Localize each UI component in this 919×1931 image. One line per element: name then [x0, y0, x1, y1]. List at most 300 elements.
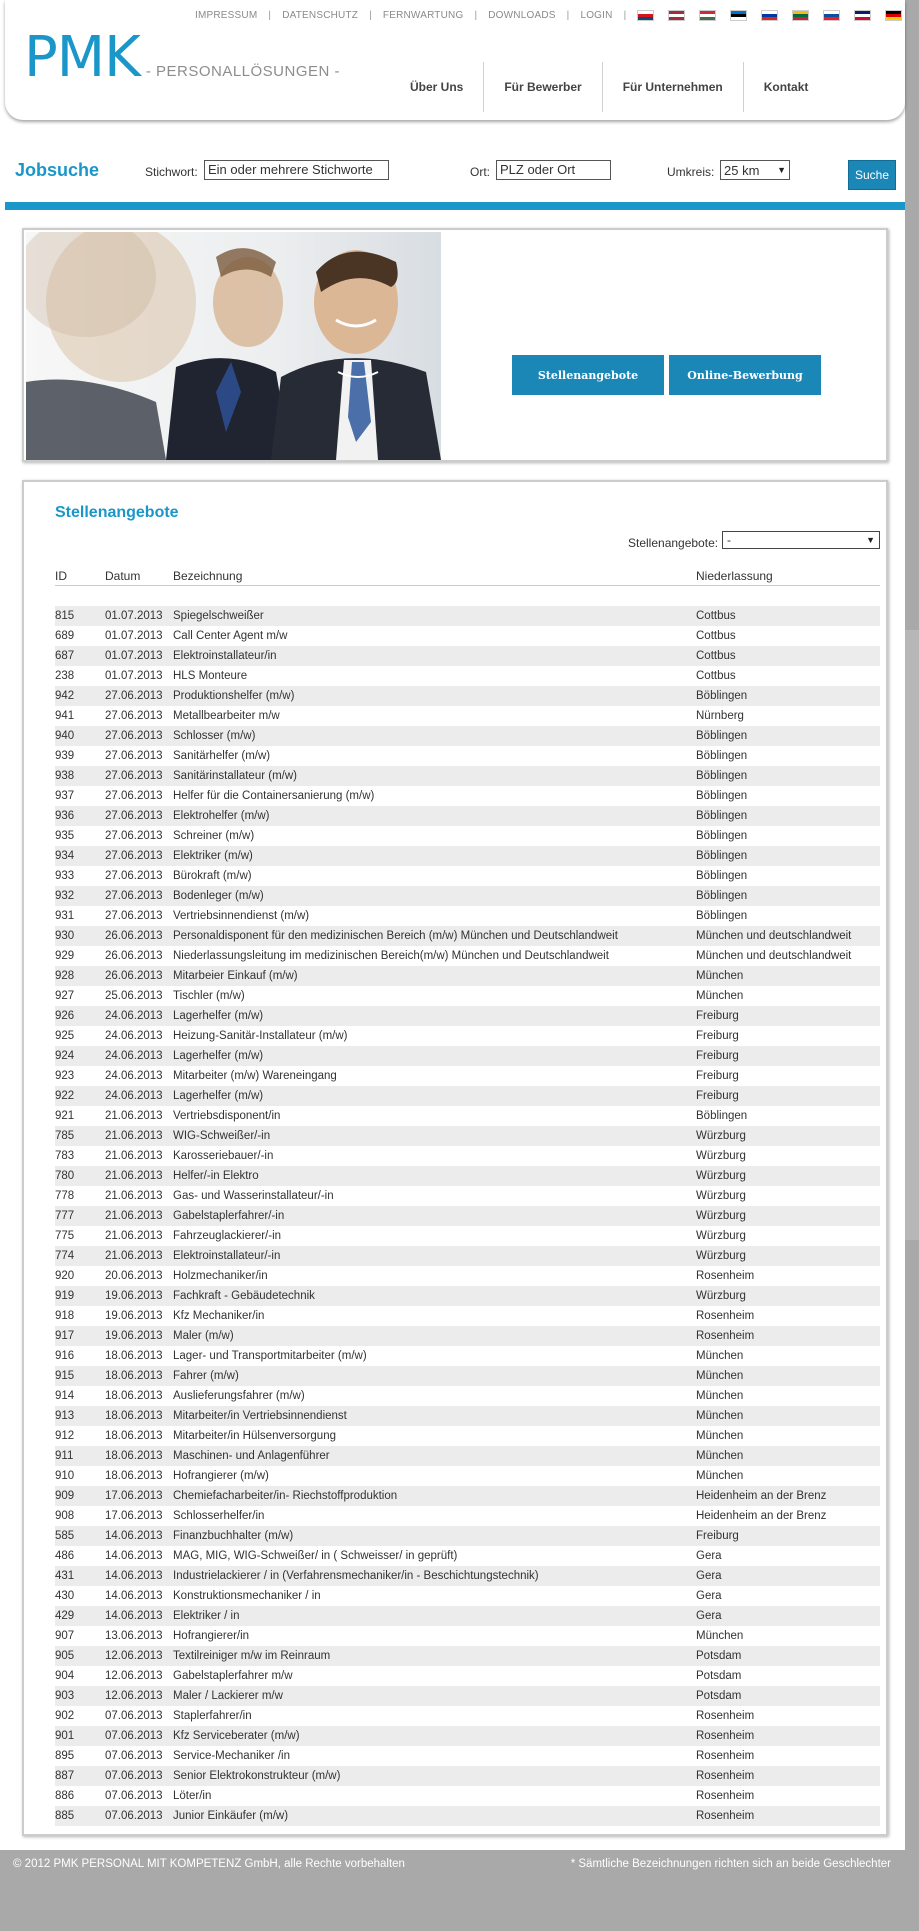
cell-location: München	[696, 1430, 744, 1442]
table-row[interactable]	[55, 746, 880, 766]
cell-date: 14.06.2013	[105, 1530, 163, 1542]
cell-id: 238	[55, 670, 75, 682]
cell-id: 778	[55, 1190, 75, 1202]
cell-desc[interactable]: Holzmechaniker/in	[173, 1270, 268, 1282]
table-row[interactable]	[55, 1546, 880, 1566]
cell-id: 429	[55, 1610, 75, 1622]
cell-desc[interactable]: Elektrohelfer (m/w)	[173, 810, 270, 822]
table-row[interactable]	[55, 886, 880, 906]
cell-id: 940	[55, 730, 75, 742]
cell-desc[interactable]: Gabelstaplerfahrer m/w	[173, 1670, 293, 1682]
table-row[interactable]	[55, 1166, 880, 1186]
table-row[interactable]	[55, 1366, 880, 1386]
cell-id: 938	[55, 770, 75, 782]
table-row[interactable]	[55, 926, 880, 946]
top-navigation	[195, 10, 902, 21]
cell-date: 12.06.2013	[105, 1670, 163, 1682]
cell-date: 21.06.2013	[105, 1210, 163, 1222]
cell-date: 21.06.2013	[105, 1170, 163, 1182]
job-table	[55, 566, 880, 1826]
lithuania-flag-icon[interactable]	[792, 10, 809, 21]
cell-desc[interactable]: Personaldisponent für den medizinischen Bereich (m/w) München und Deutschlandweit	[173, 930, 618, 942]
cell-desc[interactable]: Gas- und Wasserinstallateur/-in	[173, 1190, 334, 1202]
table-row[interactable]	[55, 646, 880, 666]
cell-id: 905	[55, 1650, 75, 1662]
stichwort-input[interactable]: Ein oder mehrere Stichworte	[204, 160, 389, 180]
header-id: ID	[55, 568, 67, 583]
cell-id: 916	[55, 1350, 75, 1362]
table-row[interactable]	[55, 1426, 880, 1446]
cell-desc[interactable]: Auslieferungsfahrer (m/w)	[173, 1390, 305, 1402]
table-row[interactable]	[55, 1586, 880, 1606]
table-row[interactable]	[55, 1526, 880, 1546]
cell-desc[interactable]: Vertriebsdisponent/in	[173, 1110, 281, 1122]
table-row[interactable]	[55, 806, 880, 826]
cell-date: 07.06.2013	[105, 1810, 163, 1822]
cell-location: Potsdam	[696, 1670, 742, 1682]
cell-date: 01.07.2013	[105, 610, 163, 622]
cell-location: München	[696, 970, 744, 982]
table-row[interactable]	[55, 1206, 880, 1226]
cell-desc[interactable]: Niederlassungsleitung im medizinischen Bereich(m/w) München und Deutschlandweit	[173, 950, 609, 962]
table-row[interactable]	[55, 1266, 880, 1286]
table-row[interactable]	[55, 966, 880, 986]
table-row[interactable]	[55, 1386, 880, 1406]
cell-date: 12.06.2013	[105, 1650, 163, 1662]
cell-id: 934	[55, 850, 75, 862]
cell-date: 07.06.2013	[105, 1790, 163, 1802]
table-row[interactable]	[55, 1466, 880, 1486]
cell-location: Würzburg	[696, 1250, 746, 1262]
topnav-fernwartung[interactable]: FERNWARTUNG	[382, 10, 464, 21]
umkreis-label: Umkreis:	[667, 165, 715, 179]
stellenangebote-button[interactable]: Stellenangebote	[512, 355, 664, 395]
table-row[interactable]	[55, 766, 880, 786]
table-header	[55, 566, 880, 586]
cell-id: 774	[55, 1250, 75, 1262]
cell-date: 27.06.2013	[105, 750, 163, 762]
cell-date: 24.06.2013	[105, 1090, 163, 1102]
cell-date: 14.06.2013	[105, 1570, 163, 1582]
cell-desc[interactable]: Bodenleger (m/w)	[173, 890, 264, 902]
cell-id: 931	[55, 910, 75, 922]
cell-desc[interactable]: Lager- und Transportmitarbeiter (m/w)	[173, 1350, 367, 1362]
cell-id: 585	[55, 1530, 75, 1542]
cell-date: 01.07.2013	[105, 630, 163, 642]
cell-date: 07.06.2013	[105, 1750, 163, 1762]
cell-date: 18.06.2013	[105, 1350, 163, 1362]
cell-desc[interactable]: Schreiner (m/w)	[173, 830, 255, 842]
copyright-text: © 2012 PMK PERSONAL MIT KOMPETENZ GmbH, alle Rechte vorbehalten	[13, 1858, 405, 1870]
cell-location: Böblingen	[696, 690, 748, 702]
cell-desc[interactable]: Karosseriebauer/-in	[173, 1150, 274, 1162]
cell-date: 27.06.2013	[105, 910, 163, 922]
search-button[interactable]: Suche	[848, 160, 896, 190]
cell-location: Böblingen	[696, 870, 748, 882]
cell-date: 07.06.2013	[105, 1770, 163, 1782]
cell-location: München	[696, 1390, 744, 1402]
site-header	[5, 0, 905, 120]
table-row[interactable]	[55, 846, 880, 866]
cell-desc[interactable]: Gabelstaplerfahrer/-in	[173, 1210, 285, 1222]
table-row[interactable]	[55, 1086, 880, 1106]
cell-desc[interactable]: Mitarbeiter/in Vertriebsinnendienst	[173, 1410, 347, 1422]
cell-location: Würzburg	[696, 1190, 746, 1202]
cell-location: Böblingen	[696, 910, 748, 922]
table-row[interactable]	[55, 606, 880, 626]
cell-id: 785	[55, 1130, 75, 1142]
cell-id: 430	[55, 1590, 75, 1602]
cell-location: Freiburg	[696, 1070, 739, 1082]
russia-flag-icon[interactable]	[761, 10, 778, 21]
table-row[interactable]	[55, 1786, 880, 1806]
online-bewerbung-button[interactable]: Online-Bewerbung	[669, 355, 821, 395]
cell-date: 27.06.2013	[105, 770, 163, 782]
cell-id: 937	[55, 790, 75, 802]
cell-desc[interactable]: Call Center Agent m/w	[173, 630, 288, 642]
table-row[interactable]	[55, 786, 880, 806]
cell-location: Würzburg	[696, 1130, 746, 1142]
table-row[interactable]	[55, 1006, 880, 1026]
cell-desc[interactable]: Vertriebsinnendienst (m/w)	[173, 910, 310, 922]
cell-id: 942	[55, 690, 75, 702]
cell-desc[interactable]: HLS Monteure	[173, 670, 248, 682]
table-row[interactable]	[55, 1706, 880, 1726]
listing-title: Stellenangebote	[55, 504, 179, 521]
filter-select[interactable]	[722, 531, 880, 549]
cell-date: 21.06.2013	[105, 1250, 163, 1262]
cell-desc[interactable]: Junior Einkäufer (m/w)	[173, 1810, 289, 1822]
cell-date: 21.06.2013	[105, 1110, 163, 1122]
table-row[interactable]	[55, 986, 880, 1006]
cell-location: Böblingen	[696, 770, 748, 782]
cell-location: Cottbus	[696, 650, 736, 662]
cell-desc[interactable]: Sanitärhelfer (m/w)	[173, 750, 271, 762]
cell-desc[interactable]: Mitarbeiter/in Hülsenversorgung	[173, 1430, 336, 1442]
ort-input[interactable]: PLZ oder Ort	[496, 160, 611, 180]
table-row[interactable]	[55, 686, 880, 706]
cell-desc[interactable]: Maler / Lackierer m/w	[173, 1690, 283, 1702]
cell-id: 926	[55, 1010, 75, 1022]
cell-date: 18.06.2013	[105, 1430, 163, 1442]
cell-id: 912	[55, 1430, 75, 1442]
cell-date: 26.06.2013	[105, 950, 163, 962]
slovakia-flag-icon[interactable]	[823, 10, 840, 21]
cell-id: 935	[55, 830, 75, 842]
cell-location: Nürnberg	[696, 710, 744, 722]
cell-desc[interactable]: Metallbearbeiter m/w	[173, 710, 280, 722]
cell-date: 14.06.2013	[105, 1590, 163, 1602]
hungary-flag-icon[interactable]	[699, 10, 716, 21]
cell-location: München	[696, 1350, 744, 1362]
topnav-login[interactable]: LOGIN	[580, 10, 613, 21]
cell-location: Würzburg	[696, 1210, 746, 1222]
cell-date: 27.06.2013	[105, 890, 163, 902]
cell-desc[interactable]: Lagerhelfer (m/w)	[173, 1090, 264, 1102]
cell-date: 19.06.2013	[105, 1290, 163, 1302]
cell-location: Freiburg	[696, 1010, 739, 1022]
cell-date: 17.06.2013	[105, 1490, 163, 1502]
cell-desc[interactable]: Heizung-Sanitär-Installateur (m/w)	[173, 1030, 348, 1042]
cell-location: Rosenheim	[696, 1750, 755, 1762]
logo-subtitle: - PERSONALLÖSUNGEN -	[145, 63, 341, 80]
cell-location: Potsdam	[696, 1650, 742, 1662]
cell-id: 925	[55, 1030, 75, 1042]
cell-desc[interactable]: Schlosserhelfer/in	[173, 1510, 265, 1522]
cell-desc[interactable]: Elektriker / in	[173, 1610, 240, 1622]
table-row[interactable]	[55, 1306, 880, 1326]
table-row[interactable]	[55, 1146, 880, 1166]
cell-desc[interactable]: Finanzbuchhalter (m/w)	[173, 1530, 294, 1542]
table-row[interactable]	[55, 946, 880, 966]
cell-desc[interactable]: Löter/in	[173, 1790, 212, 1802]
table-row[interactable]	[55, 1666, 880, 1686]
scroll-shade	[905, 630, 919, 1240]
cell-date: 27.06.2013	[105, 790, 163, 802]
cell-location: Rosenheim	[696, 1810, 755, 1822]
cell-id: 939	[55, 750, 75, 762]
cell-id: 923	[55, 1070, 75, 1082]
table-row[interactable]	[55, 1066, 880, 1086]
table-row[interactable]	[55, 1186, 880, 1206]
cell-desc[interactable]: Schlosser (m/w)	[173, 730, 256, 742]
topnav-datenschutz[interactable]: DATENSCHUTZ	[282, 10, 359, 21]
cell-location: München	[696, 1410, 744, 1422]
cell-date: 24.06.2013	[105, 1070, 163, 1082]
cell-location: Cottbus	[696, 670, 736, 682]
separator: |	[268, 10, 272, 21]
cell-desc[interactable]: Lagerhelfer (m/w)	[173, 1010, 264, 1022]
cell-id: 887	[55, 1770, 75, 1782]
cell-id: 917	[55, 1330, 75, 1342]
cell-desc[interactable]: WIG-Schweißer/-in	[173, 1130, 271, 1142]
table-row[interactable]	[55, 1026, 880, 1046]
cell-location: München und deutschlandweit	[696, 930, 852, 942]
cell-id: 915	[55, 1370, 75, 1382]
job-search-title: Jobsuche	[15, 160, 100, 180]
cell-desc[interactable]: Mitarbeier Einkauf (m/w)	[173, 970, 298, 982]
cell-date: 21.06.2013	[105, 1190, 163, 1202]
uk-flag-icon[interactable]	[854, 10, 871, 21]
table-row[interactable]	[55, 1686, 880, 1706]
cell-id: 775	[55, 1230, 75, 1242]
cell-desc[interactable]: Maler (m/w)	[173, 1330, 234, 1342]
cell-id: 914	[55, 1390, 75, 1402]
cell-desc[interactable]: Sanitärinstallateur (m/w)	[173, 770, 297, 782]
cell-desc[interactable]: Helfer für die Containersanierung (m/w)	[173, 790, 375, 802]
cell-desc[interactable]: Textilreiniger m/w im Reinraum	[173, 1650, 331, 1662]
cell-date: 19.06.2013	[105, 1330, 163, 1342]
cell-desc[interactable]: Bürokraft (m/w)	[173, 870, 252, 882]
table-row[interactable]	[55, 666, 880, 686]
latvia-flag-icon[interactable]	[668, 10, 685, 21]
cell-desc[interactable]: Industrielackierer / in (Verfahrensmechaniker/in - Beschichtungstechnik)	[173, 1570, 539, 1582]
nav-kontakt[interactable]: Kontakt	[763, 80, 809, 94]
czech-flag-icon[interactable]	[637, 10, 654, 21]
hero-illustration	[26, 232, 441, 460]
cell-id: 928	[55, 970, 75, 982]
cell-id: 902	[55, 1710, 75, 1722]
cell-id: 927	[55, 990, 75, 1002]
cell-date: 27.06.2013	[105, 710, 163, 722]
umkreis-value: 25 km	[724, 162, 760, 178]
filter-value: -	[727, 533, 731, 547]
topnav-downloads[interactable]: DOWNLOADS	[488, 10, 556, 21]
cell-date: 07.06.2013	[105, 1730, 163, 1742]
cell-id: 431	[55, 1570, 75, 1582]
cell-id: 815	[55, 610, 75, 622]
cell-desc[interactable]: Lagerhelfer (m/w)	[173, 1050, 264, 1062]
table-row[interactable]	[55, 1446, 880, 1466]
cell-id: 920	[55, 1270, 75, 1282]
nav-ueber-uns[interactable]: Über Uns	[390, 62, 484, 112]
cell-location: Gera	[696, 1550, 722, 1562]
table-row[interactable]	[55, 1346, 880, 1366]
cell-desc[interactable]: Service-Mechaniker /in	[173, 1750, 290, 1762]
cell-id: 777	[55, 1210, 75, 1222]
table-row[interactable]	[55, 826, 880, 846]
separator: |	[566, 10, 570, 21]
cell-location: Cottbus	[696, 610, 736, 622]
table-row[interactable]	[55, 1626, 880, 1646]
table-row[interactable]	[55, 1726, 880, 1746]
main-navigation	[390, 62, 828, 112]
cell-desc[interactable]: Produktionshelfer (m/w)	[173, 690, 295, 702]
cell-location: Würzburg	[696, 1170, 746, 1182]
table-row[interactable]	[55, 1486, 880, 1506]
cell-id: 783	[55, 1150, 75, 1162]
cell-desc[interactable]: Mitarbeiter (m/w) Wareneingang	[173, 1070, 337, 1082]
cell-date: 26.06.2013	[105, 970, 163, 982]
site-footer	[0, 1850, 919, 1880]
cell-desc[interactable]: Tischler (m/w)	[173, 990, 245, 1002]
pmk-logo[interactable]	[24, 25, 341, 90]
table-row[interactable]	[55, 1746, 880, 1766]
cell-location: Böblingen	[696, 850, 748, 862]
nav-fuer-bewerber[interactable]: Für Bewerber	[484, 62, 602, 112]
job-search-bar	[5, 138, 905, 210]
cell-desc[interactable]: Senior Elektrokonstrukteur (m/w)	[173, 1770, 341, 1782]
cell-id: 908	[55, 1510, 75, 1522]
table-row[interactable]	[55, 1606, 880, 1626]
cell-desc[interactable]: Kfz Serviceberater (m/w)	[173, 1730, 300, 1742]
cell-desc[interactable]: Maschinen- und Anlagenführer	[173, 1450, 330, 1462]
gender-note: * Sämtliche Bezeichnungen richten sich an beide Geschlechter	[570, 1858, 891, 1870]
cell-desc[interactable]: Konstruktionsmechaniker / in	[173, 1590, 321, 1602]
table-row[interactable]	[55, 626, 880, 646]
cell-desc[interactable]: Fahrer (m/w)	[173, 1370, 239, 1382]
cell-location: Böblingen	[696, 790, 748, 802]
cell-location: Gera	[696, 1610, 722, 1622]
cell-date: 24.06.2013	[105, 1010, 163, 1022]
estonia-flag-icon[interactable]	[730, 10, 747, 21]
header-desc: Bezeichnung	[173, 568, 243, 583]
table-row[interactable]	[55, 866, 880, 886]
cell-location: Böblingen	[696, 1110, 748, 1122]
cell-date: 18.06.2013	[105, 1370, 163, 1382]
cell-id: 904	[55, 1670, 75, 1682]
cell-desc[interactable]: Staplerfahrer/in	[173, 1710, 252, 1722]
cell-desc[interactable]: Fachkraft - Gebäudetechnik	[173, 1290, 315, 1302]
table-row[interactable]	[55, 1246, 880, 1266]
table-row[interactable]	[55, 1806, 880, 1826]
table-row[interactable]	[55, 1286, 880, 1306]
table-row[interactable]	[55, 1106, 880, 1126]
cell-location: Gera	[696, 1590, 722, 1602]
cell-desc[interactable]: Elektriker (m/w)	[173, 850, 253, 862]
cell-id: 909	[55, 1490, 75, 1502]
table-row[interactable]	[55, 1406, 880, 1426]
cell-desc[interactable]: Chemiefacharbeiter/in- Riechstoffproduktion	[173, 1490, 398, 1502]
nav-fuer-unternehmen[interactable]: Für Unternehmen	[603, 62, 744, 112]
cell-location: München	[696, 1370, 744, 1382]
table-row[interactable]	[55, 1766, 880, 1786]
cell-location: Freiburg	[696, 1090, 739, 1102]
table-row[interactable]	[55, 1646, 880, 1666]
cell-location: Heidenheim an der Brenz	[696, 1490, 827, 1502]
germany-flag-icon[interactable]	[885, 10, 902, 21]
table-row[interactable]	[55, 706, 880, 726]
cell-location: Würzburg	[696, 1230, 746, 1242]
logo-text: PMK	[24, 25, 140, 90]
cell-location: München	[696, 990, 744, 1002]
language-flags	[637, 10, 902, 21]
table-row[interactable]	[55, 1226, 880, 1246]
cell-desc[interactable]: Elektroinstallateur/-in	[173, 1250, 281, 1262]
table-row[interactable]	[55, 1506, 880, 1526]
table-row[interactable]	[55, 726, 880, 746]
cell-desc[interactable]: Kfz Mechaniker/in	[173, 1310, 265, 1322]
cell-id: 486	[55, 1550, 75, 1562]
hero-banner	[22, 228, 888, 462]
cell-date: 25.06.2013	[105, 990, 163, 1002]
cell-desc[interactable]: Hofrangierer/in	[173, 1630, 250, 1642]
business-people-image	[26, 232, 441, 460]
table-row[interactable]	[55, 1566, 880, 1586]
cell-desc[interactable]: Spiegelschweißer	[173, 610, 264, 622]
cell-desc[interactable]: Fahrzeuglackierer/-in	[173, 1230, 282, 1242]
cell-desc[interactable]: Helfer/-in Elektro	[173, 1170, 259, 1182]
cell-id: 886	[55, 1790, 75, 1802]
cell-desc[interactable]: Elektroinstallateur/in	[173, 650, 277, 662]
table-row[interactable]	[55, 906, 880, 926]
cell-location: München	[696, 1470, 744, 1482]
cell-id: 687	[55, 650, 75, 662]
cell-location: Rosenheim	[696, 1330, 755, 1342]
table-row[interactable]	[55, 1326, 880, 1346]
cell-date: 27.06.2013	[105, 870, 163, 882]
cell-location: Freiburg	[696, 1050, 739, 1062]
header-location: Niederlassung	[696, 568, 773, 583]
cell-id: 941	[55, 710, 75, 722]
table-row[interactable]	[55, 1046, 880, 1066]
cell-date: 17.06.2013	[105, 1510, 163, 1522]
topnav-impressum[interactable]: IMPRESSUM	[195, 10, 258, 21]
cell-location: Freiburg	[696, 1030, 739, 1042]
chevron-down-icon: ▼	[777, 165, 786, 175]
table-row[interactable]	[55, 1126, 880, 1146]
cell-date: 27.06.2013	[105, 730, 163, 742]
cell-desc[interactable]: Hofrangierer (m/w)	[173, 1470, 269, 1482]
separator: |	[623, 10, 627, 21]
cell-location: München	[696, 1450, 744, 1462]
cell-id: 932	[55, 890, 75, 902]
cell-date: 18.06.2013	[105, 1450, 163, 1462]
cell-id: 924	[55, 1050, 75, 1062]
cell-date: 27.06.2013	[105, 850, 163, 862]
cell-desc[interactable]: MAG, MIG, WIG-Schweißer/ in ( Schweisser/ in geprüft)	[173, 1550, 458, 1562]
umkreis-select[interactable]	[720, 160, 790, 180]
